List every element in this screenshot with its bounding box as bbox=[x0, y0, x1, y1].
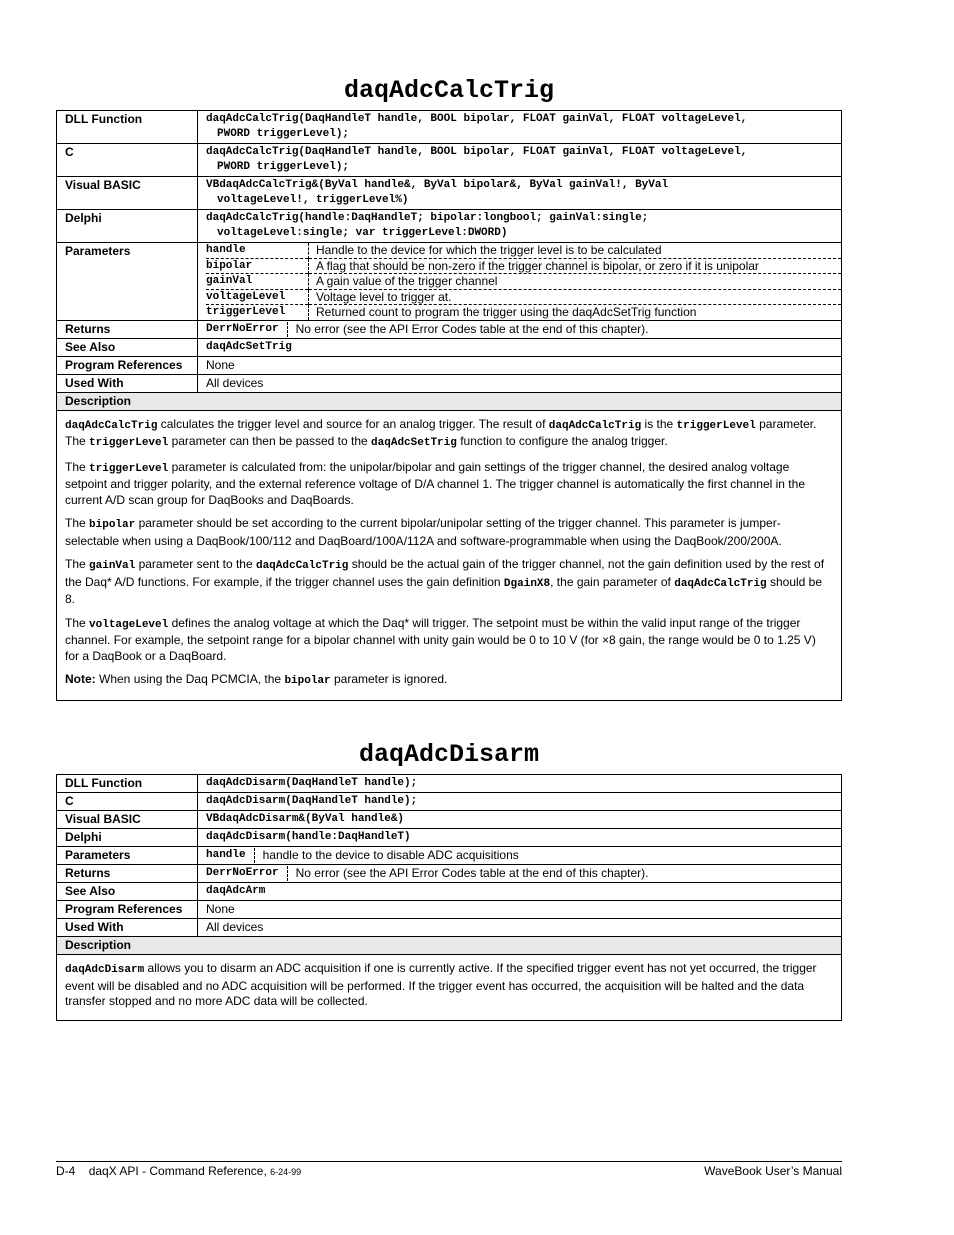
row-parameters bbox=[57, 243, 842, 321]
row-value: All devices bbox=[198, 374, 842, 392]
row-value: handle handle to the device to disable ADC acquisitions bbox=[198, 847, 842, 865]
row-label: Parameters bbox=[57, 847, 198, 865]
row-c bbox=[57, 793, 842, 811]
row-label: Visual BASIC bbox=[57, 177, 198, 210]
row-returns bbox=[57, 320, 842, 338]
description-body bbox=[57, 955, 842, 1021]
description-body bbox=[57, 410, 842, 700]
row-parameters bbox=[57, 847, 842, 865]
footer-date: 6-24-99 bbox=[270, 1167, 302, 1177]
row-see-also bbox=[57, 338, 842, 356]
row-label: Visual BASIC bbox=[57, 811, 198, 829]
function-table bbox=[56, 774, 842, 1021]
row-label: Parameters bbox=[57, 243, 198, 321]
row-program-references bbox=[57, 356, 842, 374]
row-delphi bbox=[57, 829, 842, 847]
row-label: Program References bbox=[57, 901, 198, 919]
footer-rule bbox=[56, 1161, 842, 1162]
row-label: C bbox=[57, 793, 198, 811]
row-description bbox=[57, 410, 842, 700]
row-value: None bbox=[198, 356, 842, 374]
row-label: Used With bbox=[57, 919, 198, 937]
row-value: All devices bbox=[198, 919, 842, 937]
row-label: Program References bbox=[57, 356, 198, 374]
page-number: D-4 bbox=[56, 1164, 76, 1178]
param-row: handle Handle to the device for which the trigger level is to be calculated bbox=[206, 243, 662, 257]
row-label: DLL Function bbox=[57, 775, 198, 793]
row-label: Delphi bbox=[57, 829, 198, 847]
row-value: DerrNoError No error (see the API Error Codes table at the end of this chapter). bbox=[198, 865, 842, 883]
row-c bbox=[57, 144, 842, 177]
section-title: daqAdcCalcTrig bbox=[343, 76, 555, 105]
row-value: VBdaqAdcDisarm&(ByVal handle&) bbox=[198, 811, 842, 829]
row-value: daqAdcDisarm(DaqHandleT handle); bbox=[198, 775, 842, 793]
row-value: daqAdcDisarm(DaqHandleT handle); bbox=[198, 793, 842, 811]
row-label: DLL Function bbox=[57, 111, 198, 144]
row-dll-function bbox=[57, 775, 842, 793]
row-value: DerrNoError No error (see the API Error Codes table at the end of this chapter). bbox=[198, 320, 842, 338]
description-paragraph: The voltageLevel defines the analog voltage at which the Daq* will trigger. The setpoint must be within the valid input range of the trigger channel. For example, the setpoint range for a bipolar channel with unity gain would be 0 to 10 V (for ×8 gain, the range would be 0 to 1.25 V) for a DaqBook or a DaqBoard. bbox=[65, 615, 816, 663]
footer-manual-title: WaveBook User’s Manual bbox=[704, 1164, 842, 1178]
description-paragraph: The gainVal parameter sent to the daqAdcCalcTrig should be the actual gain of the trigger channel, not the gain definition used by the rest of the Daq* A/D functions. For example, if the trigger channel uses the gain definition DgainX8, the gain parameter of daqAdcCalcTrig should be 8. bbox=[65, 557, 825, 606]
row-returns bbox=[57, 865, 842, 883]
row-used-with bbox=[57, 374, 842, 392]
parameters-list bbox=[198, 243, 842, 321]
row-value: None bbox=[198, 901, 842, 919]
row-value: daqAdcDisarm(handle:DaqHandleT) bbox=[198, 829, 842, 847]
row-label: C bbox=[57, 144, 198, 177]
description-paragraph: daqAdcCalcTrig calculates the trigger level and source for an analog trigger. The result of daqAdcCalcTrig is the triggerLevel parameter. The triggerLevel parameter can then be passed to the daqAdcSetTrig function to configure the analog trigger. bbox=[65, 416, 817, 449]
description-note: Note: When using the Daq PCMCIA, the bipolar parameter is ignored. bbox=[65, 672, 448, 687]
param-row: bipolar A flag that should be non-zero if the trigger channel is bipolar, or zero if it is unipolar bbox=[206, 258, 841, 274]
row-value: daqAdcCalcTrig(DaqHandleT handle, BOOL bipolar, FLOAT gainVal, FLOAT voltageLevel, PWORD triggerLevel); bbox=[198, 144, 842, 177]
row-used-with bbox=[57, 919, 842, 937]
footer-title: daqX API - Command Reference, bbox=[88, 1164, 267, 1178]
description-paragraph: daqAdcDisarm allows you to disarm an ADC acquisition if one is currently active. If the specified trigger event has not yet occurred, the trigger event will be disabled and no ADC acquisition will be performed. If the trigger event has occurred, the acquisition will be halted and the data transfer stopped and no more ADC data will be collected. bbox=[65, 961, 817, 1008]
description-paragraph: The triggerLevel parameter is calculated from: the unipolar/bipolar and gain settings of the trigger channel, the desired analog voltage setpoint and trigger polarity, and the external reference voltage of D/A channel 1. The trigger channel is automatically the first channel in the current A/D scan group for DaqBooks and DaqBoards. bbox=[65, 459, 805, 507]
row-value: VBdaqAdcCalcTrig&(ByVal handle&, ByVal bipolar&, ByVal gainVal!, ByVal voltageLevel!, triggerLevel%) bbox=[198, 177, 842, 210]
row-see-also bbox=[57, 883, 842, 901]
row-visual-basic bbox=[57, 177, 842, 210]
row-description-header: Description bbox=[57, 937, 842, 955]
row-dll-function bbox=[57, 111, 842, 144]
footer-left bbox=[56, 1164, 301, 1178]
row-description-header: Description bbox=[57, 392, 842, 410]
row-label: Used With bbox=[57, 374, 198, 392]
section-title: daqAdcDisarm bbox=[358, 740, 540, 769]
param-row: triggerLevel Returned count to program the trigger using the daqAdcSetTrig function bbox=[206, 305, 841, 320]
description-paragraph: The bipolar parameter should be set according to the current bipolar/unipolar setting of the trigger channel. This parameter is jumper-selectable when using a DaqBook/100/112 and DaqBoard/100A/112A and software-programmable when using the DaqBook/200/200A. bbox=[65, 516, 782, 548]
row-value: daqAdcCalcTrig(DaqHandleT handle, BOOL bipolar, FLOAT gainVal, FLOAT voltageLevel, PWORD triggerLevel); bbox=[198, 111, 842, 144]
row-value: daqAdcCalcTrig(handle:DaqHandleT; bipolar:longbool; gainVal:single; voltageLevel:single; var triggerLevel:DWORD) bbox=[198, 210, 842, 243]
function-table bbox=[56, 110, 842, 701]
row-delphi bbox=[57, 210, 842, 243]
param-row: gainVal A gain value of the trigger channel bbox=[206, 274, 841, 290]
row-visual-basic bbox=[57, 811, 842, 829]
row-label: Returns bbox=[57, 320, 198, 338]
row-label: See Also bbox=[57, 883, 198, 901]
row-label: Delphi bbox=[57, 210, 198, 243]
row-label: Returns bbox=[57, 865, 198, 883]
row-description bbox=[57, 955, 842, 1021]
row-program-references bbox=[57, 901, 842, 919]
row-value: daqAdcSetTrig bbox=[198, 338, 842, 356]
row-label: See Also bbox=[57, 338, 198, 356]
param-row: voltageLevel Voltage level to trigger at. bbox=[206, 289, 841, 305]
row-value: daqAdcArm bbox=[198, 883, 842, 901]
